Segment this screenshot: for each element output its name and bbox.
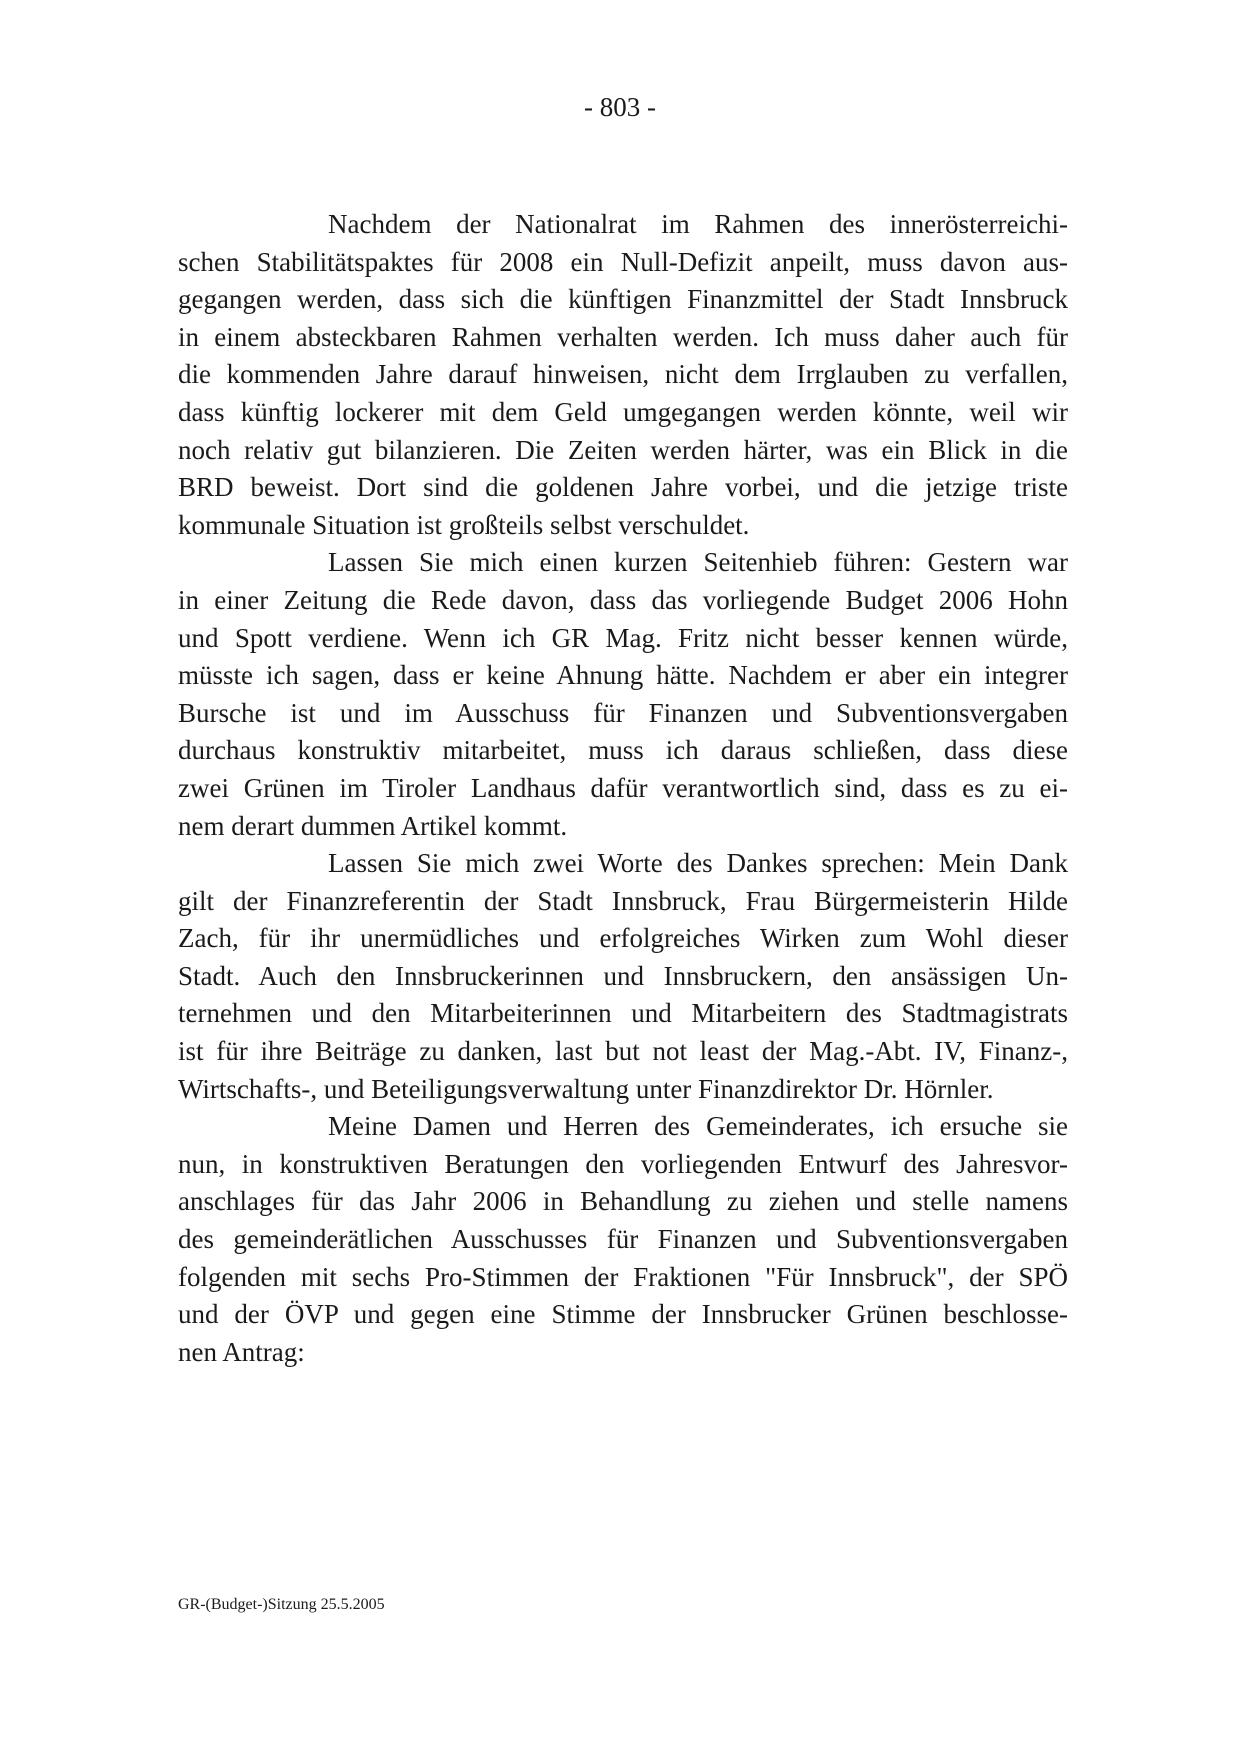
text-line: anschlages für das Jahr 2006 in Behandlung zu ziehen und stelle namens — [178, 1186, 1068, 1217]
text-line: nem derart dummen Artikel kommt. — [178, 810, 568, 841]
text-line: gilt der Finanzreferentin der Stadt Innsbruck, Frau Bürgermeisterin Hilde — [178, 885, 1068, 916]
footer: GR-(Budget-)Sitzung 25.5.2005 — [178, 1596, 385, 1613]
text-line: nun, in konstruktiven Beratungen den vorliegenden Entwurf des Jahresvor- — [178, 1148, 1068, 1179]
text-line: Meine Damen und Herren des Gemeinderates, ich ersuche sie — [328, 1111, 1068, 1142]
text-line: in einer Zeitung die Rede davon, dass das vorliegende Budget 2006 Hohn — [178, 584, 1068, 615]
text-line: zwei Grünen im Tiroler Landhaus dafür verantwortlich sind, dass es zu ei- — [178, 772, 1068, 803]
text-line: durchaus konstruktiv mitarbeitet, muss ich daraus schließen, dass diese — [178, 735, 1068, 766]
paragraph-2 — [178, 544, 1068, 845]
paragraph-4 — [178, 1108, 1068, 1371]
text-line: dass künftig lockerer mit dem Geld umgegangen werden könnte, weil wir — [178, 396, 1068, 427]
page-number: - 803 - — [584, 92, 656, 122]
text-line: Wirtschafts-, und Beteiligungsverwaltung unter Finanzdirektor Dr. Hörnler. — [178, 1073, 994, 1104]
text-line: folgenden mit sechs Pro-Stimmen der Fraktionen "Für Innsbruck", der SPÖ — [178, 1261, 1068, 1292]
text-line: kommunale Situation ist großteils selbst verschuldet. — [178, 509, 750, 540]
text-line: müsste ich sagen, dass er keine Ahnung hätte. Nachdem er aber ein integrer — [178, 660, 1068, 691]
text-line: noch relativ gut bilanzieren. Die Zeiten werden härter, was ein Blick in die — [178, 434, 1068, 465]
text-line: des gemeinderätlichen Ausschusses für Finanzen und Subventionsvergaben — [178, 1224, 1068, 1255]
text-line: und der ÖVP und gegen eine Stimme der Innsbrucker Grünen beschlosse- — [178, 1299, 1068, 1330]
text-line: nen Antrag: — [178, 1336, 305, 1367]
text-line: BRD beweist. Dort sind die goldenen Jahre vorbei, und die jetzige triste — [178, 472, 1068, 503]
text-line: Lassen Sie mich einen kurzen Seitenhieb führen: Gestern war — [328, 547, 1068, 578]
text-line: ternehmen und den Mitarbeiterinnen und Mitarbeitern des Stadtmagistrats — [178, 998, 1068, 1029]
text-line: Bursche ist und im Ausschuss für Finanzen und Subventionsvergaben — [178, 697, 1068, 728]
text-line: die kommenden Jahre darauf hinweisen, nicht dem Irrglauben zu verfallen, — [178, 359, 1068, 390]
text-line: gegangen werden, dass sich die künftigen Finanzmittel der Stadt Innsbruck — [178, 284, 1068, 315]
text-line: und Spott verdiene. Wenn ich GR Mag. Fritz nicht besser kennen würde, — [178, 622, 1068, 653]
text-line: Stadt. Auch den Innsbruckerinnen und Innsbruckern, den ansässigen Un- — [178, 960, 1068, 991]
text-line: Lassen Sie mich zwei Worte des Dankes sprechen: Mein Dank — [328, 848, 1068, 879]
text-line: Zach, für ihr unermüdliches und erfolgreiches Wirken zum Wohl dieser — [178, 923, 1068, 954]
text-line: Nachdem der Nationalrat im Rahmen des innerösterreichi- — [328, 209, 1068, 239]
body-text — [178, 206, 1068, 1371]
text-line: ist für ihre Beiträge zu danken, last but not least der Mag.-Abt. IV, Finanz-, — [178, 1036, 1068, 1067]
text-line: schen Stabilitätspaktes für 2008 ein Null-Defizit anpeilt, muss davon aus- — [178, 246, 1068, 277]
paragraph-1 — [178, 206, 1068, 544]
paragraph-3 — [178, 845, 1068, 1108]
text-line: in einem absteckbaren Rahmen verhalten werden. Ich muss daher auch für — [178, 321, 1068, 352]
